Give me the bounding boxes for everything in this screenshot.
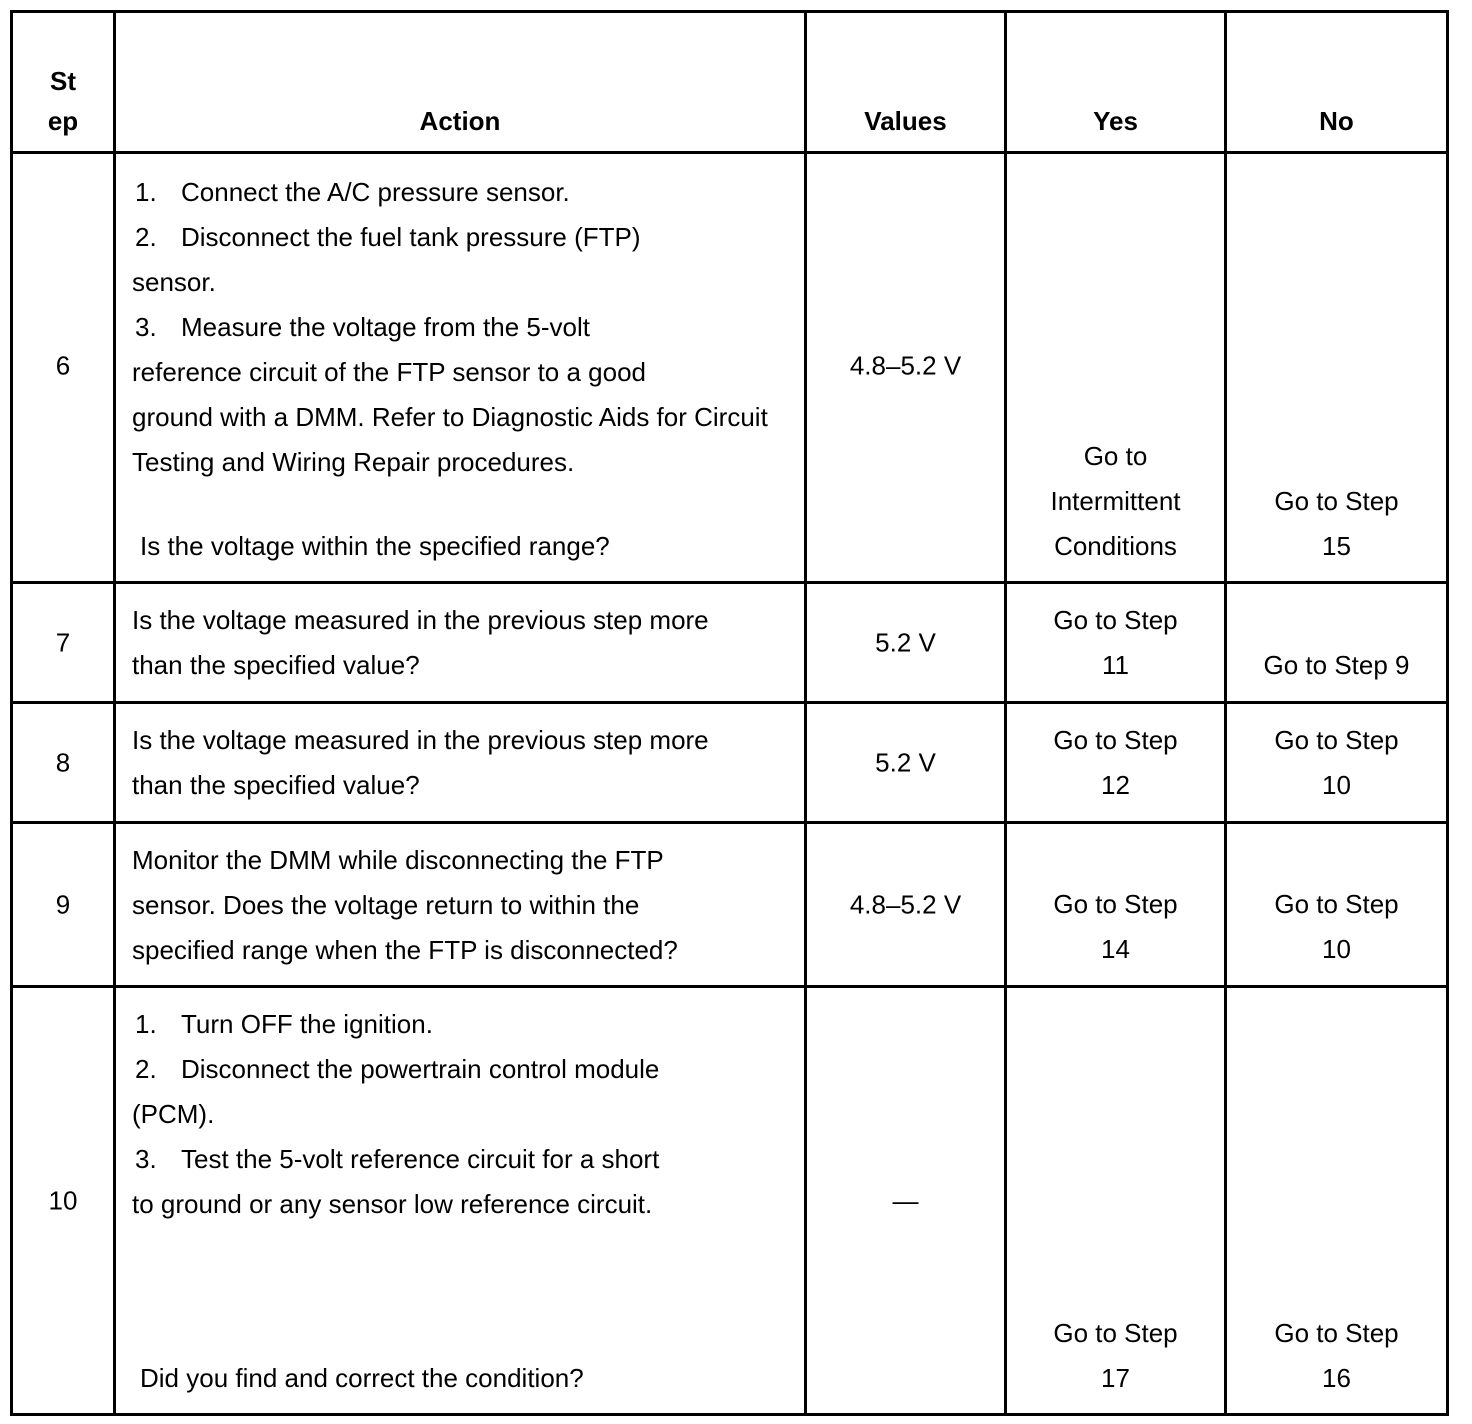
action-cell: 1. Connect the A/C pressure sensor. 2. Disconnect the fuel tank pressure (FTP) sensor. 3. Measure the voltage from the 5-volt reference circuit of the FTP sensor to a good ground with a DMM. Refer to Diagnostic Aids for Circuit Testing and Wiring Repair procedures. Is the voltage within the specified range? [115,153,806,583]
step-cell: 6 [12,153,115,583]
header-action: Action [115,12,806,153]
question-text: Is the voltage within the specified range? [140,531,610,561]
table-row [12,583,1448,703]
yes-cell: Go to Step 14 [1006,823,1226,987]
yes-cell: Go to Step 17 [1006,987,1226,1415]
list-item: 1. Connect the A/C pressure sensor. [135,177,570,207]
header-values: Values [806,12,1006,153]
no-cell: Go to Step 15 [1226,153,1448,583]
table-row [12,987,1448,1415]
no-cell: Go to Step 10 [1226,823,1448,987]
no-cell: Go to Step 16 [1226,987,1448,1415]
list-item: 2. Disconnect the fuel tank pressure (FTP) [135,222,641,252]
header-no: No [1226,12,1448,153]
table-row [12,153,1448,583]
table-row [12,823,1448,987]
step-cell: 8 [12,703,115,823]
action-cell: Is the voltage measured in the previous step more than the specified value? [115,703,806,823]
values-cell: 4.8–5.2 V [806,153,1006,583]
step-cell: 10 [12,987,115,1415]
list-item: 1. Turn OFF the ignition. [135,1009,433,1039]
no-cell: Go to Step 10 [1226,703,1448,823]
values-cell: 5.2 V [806,583,1006,703]
values-cell: 4.8–5.2 V [806,823,1006,987]
diagnostic-table [10,10,1449,1416]
values-cell: — [806,987,1006,1415]
step-cell: 7 [12,583,115,703]
values-cell: 5.2 V [806,703,1006,823]
question-text: Did you find and correct the condition? [140,1363,584,1393]
list-item: 2. Disconnect the powertrain control module [135,1054,660,1084]
yes-cell: Go to Step 12 [1006,703,1226,823]
step-cell: 9 [12,823,115,987]
yes-cell: Go to Intermittent Conditions [1006,153,1226,583]
list-item: 3. Test the 5-volt reference circuit for a short [135,1144,660,1174]
table-row [12,703,1448,823]
no-cell: Go to Step 9 [1226,583,1448,703]
action-cell: Is the voltage measured in the previous step more than the specified value? [115,583,806,703]
list-item: 3. Measure the voltage from the 5-volt [135,312,590,342]
action-cell: 1. Turn OFF the ignition. 2. Disconnect the powertrain control module (PCM). 3. Test the 5-volt reference circuit for a short to ground or any sensor low reference circuit. Did you find and correct the condition? [115,987,806,1415]
header-step: St ep [12,12,115,153]
yes-cell: Go to Step 11 [1006,583,1226,703]
header-row [12,12,1448,153]
header-yes: Yes [1006,12,1226,153]
action-cell: Monitor the DMM while disconnecting the FTP sensor. Does the voltage return to within the specified range when the FTP is disconnected? [115,823,806,987]
